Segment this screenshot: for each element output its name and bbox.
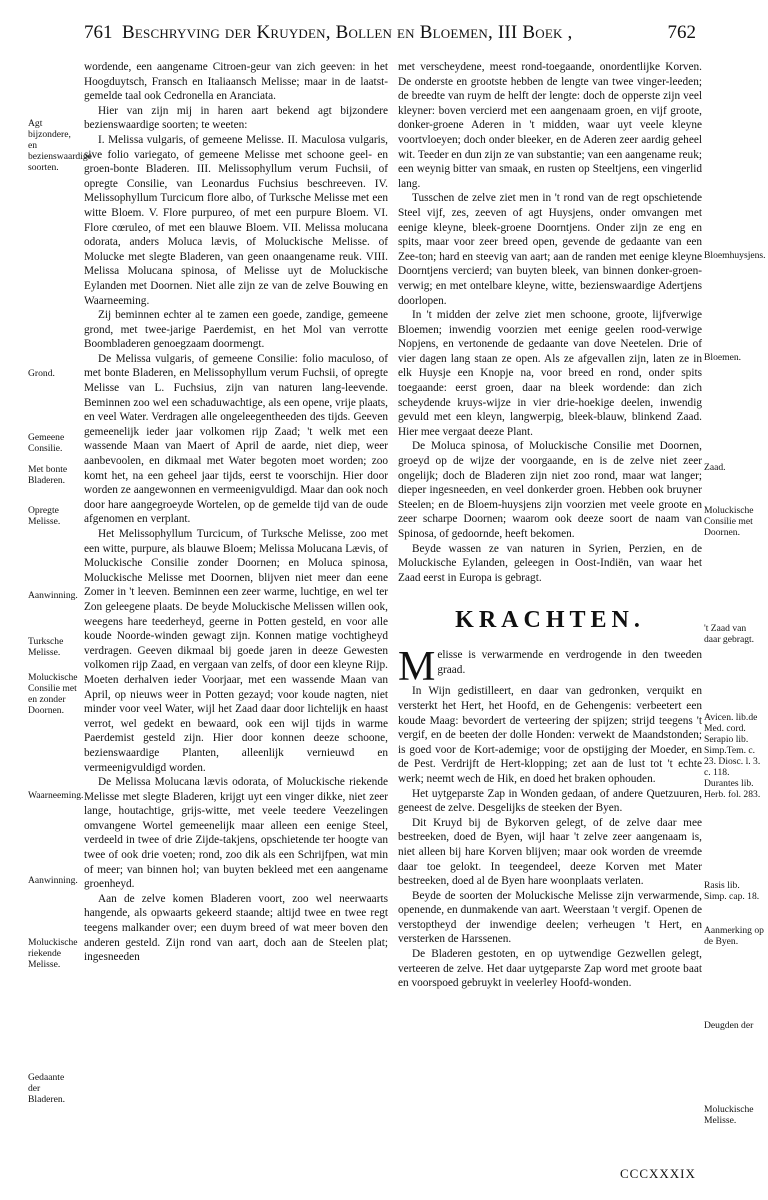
paragraph: Beyde de soorten der Moluckische Melisse zijn verwarmende, openende, en dunmakende van aart. Weerstaan 't vergif. Openen de verstoptheyd der inwendige deelen; verheugen 't Hert, en versterken de Harssenen.: [398, 889, 702, 946]
paragraph: Zij beminnen echter al te zamen een goede, zandige, gemeene grond, met twee-jarige Paerdemist, en het Mol van verrotte Boombladeren genoegzaam doormengt.: [84, 309, 388, 351]
margin-note: Avicen. lib.de Med. cord. Serapio lib. Simp.Tem. c. 23. Diosc. l. 3. c. 118. Durantes lib. Herb. fol. 283.: [704, 712, 761, 800]
drop-cap: M: [398, 644, 436, 691]
page-number-left: 761: [84, 22, 113, 43]
margin-note: Deugden der: [704, 1020, 754, 1031]
margin-note: Opregte Melisse.: [28, 505, 61, 527]
paragraph: De Bladeren gestoten, en op uytwendige Gezwellen gelegt, verteeren de zelve. Het daar uytgeparste Zap word met groote baat en voorspoed gebruykt in veelerley Hoofd-wonden.: [398, 948, 702, 990]
paragraph: elisse is verwarmende en verdrogende in den tweeden graad.: [437, 649, 702, 676]
margin-note: Moluckische riekende Melisse.: [28, 937, 78, 970]
paragraph: Beyde wassen ze van naturen in Syrien, Perzien, en de Moluckische Eylanden, geleegen in Oost-Indiën, van waar het Zaad eerst in Europa is gebragt.: [398, 542, 702, 584]
opening-paragraph: [398, 644, 702, 691]
left-column: [84, 60, 388, 965]
margin-note: Turksche Melisse.: [28, 636, 64, 658]
margin-note: Aanmerking op de Byen.: [704, 925, 764, 947]
paragraph: Tusschen de zelve ziet men in 't rond van de regt opschietende Steel vijf, zes, zeeven of agt Huysjens, onder omvangen met eenige kleyne, bleek-groene Doorntjens. Onder zijn ze eng en spits, maar voor zeer breed open, gevende de gedaante van een Zee-ton; hard en steevig van aart; aan de randen met eenige kleyne Doorntjens vercierd; van buyten bleek, van binnen donker-groen-verwig; en met ontelbare kleyne, witte, bezienswaardige Adertjens doorlopen.: [398, 192, 702, 307]
paragraph: Het Melissophyllum Turcicum, of Turksche Melisse, zoo met een witte, purpure, als blauwe Bloem; Melissa Molucana Lævis, of Moluckische Consilie zonder Doornen; en Moluca spinosa, Moluckische Melisse met Doornen, blijven niet meer dan eene Zomer in 't leeven. Beminnen een zeer warme, luchtige, en wel ter Zon geleegene plaats. De beyde Moluckische Melissen willen ook, weegens hare teederheyd, geerne in Potten gesteld, en voor alle koude Noorde-winden gewagt zijn. Konnen matige vochtigheyd verdragen. Geeven dikmaal bij goede jaren in deeze Gewesten volkomen rijp Zaad, en vergaan van zelfs, of door een kleyne Rijp. Moeten derhalven ieder Voorjaar, met een wassende Maan van April, op nieuws weer in Potten gezayd; voor koude nagten, niet minder voor veel Water, wijl het Zaad daar door lichtelijk en haast verrot, wel gedekt en bewaard, ook een wijl tijds in warme Paerdemist gesteld zijn. Hier door konnen deeze schoone, bezienswaardige Planten, alleenlijk vernieuwd en vermeenigvuldigd worden.: [84, 528, 388, 774]
section-heading: KRACHTEN.: [455, 607, 645, 634]
paragraph: De Moluca spinosa, of Moluckische Consilie met Doornen, groeyd op de wijze der voorgaande, en is de zelve niet zeer ongelijk; doch de Bladeren zijn niet zoo rond, maar wat langer; dieper ingesneeden, en veel donkerder groen. Hebben ook bruyner Steelen; en de Bloem-huysjens zijn voorzien met veele groote en zeer scharpe Doornen; waarom ook deeze soort de naam van Spinosa, of gedoornde, heeft bekomen.: [398, 440, 702, 540]
margin-note: Moluckische Consilie met en zonder Doornen.: [28, 672, 78, 716]
paragraph: Dit Kruyd bij de Bykorven gelegt, of de zelve daar mee bestreeken, doed de Byen, wijl haar 't zelve zeer aangenaam is, niet alleen bij hare Korven blijven; maar ook worden de vreemde daar toe gelokt. In teegendeel, deeze Korven met Mater bestreeken, doed al de Byen hare woonplaats verlaten.: [398, 816, 702, 888]
running-title: Beschryving der Kruyden, Bollen en Bloemen, III Boek ,: [122, 22, 573, 43]
paragraph: Hier van zijn mij in haren aart bekend agt bijzondere bezienswaardige soorten; te weeten:: [84, 104, 388, 132]
margin-note: Aanwinning.: [28, 875, 78, 886]
page-number-right: 762: [667, 22, 696, 43]
margin-note: Gemeene Consilie.: [28, 432, 65, 454]
right-column: [398, 60, 702, 991]
paragraph: In Wijn gedistilleert, en daar van gedronken, verquikt en versterkt het Hert, het Hoofd, en de Gehengenis: verbeetert een koude Maag: bevordert de verteering der spijzen; strijd teegens 't vergif, en de beeten der dolle Honden: verwekt de Maandstonden; is goed voor de Kort-ademige; voor de opstijging der Moeder, en de Pest. Verdrijft de Hert-klopping; zet aan de lust tot 't echte werk; neemt wech de Hik, en doed het braken ophouden.: [398, 685, 702, 785]
margin-note: Aanwinning.: [28, 590, 78, 601]
margin-note: Moluckische Consilie met Doornen.: [704, 505, 754, 538]
margin-note: Zaad.: [704, 462, 726, 473]
margin-note: Grond.: [28, 368, 55, 379]
signature-mark: CCCXXXIX: [620, 1166, 696, 1181]
margin-note: Bloemhuysjens.: [704, 250, 766, 261]
paragraph: In 't midden der zelve ziet men schoone, groote, lijfverwige Bloemen; inwendig voorzien met eenige geelen rood-verwige Nopjens, en vertonende de gedaante van dove Neetelen. Drie of vier dagen lang staan ze open. Als ze afgevallen zijn, laten ze in elk Huysje een Knopje na, voor breed en rond, onder spits toegaande: eerst groen, daar na bleek wordende: dan zich scheydende kruys-wijze in vier drie-hoekige deelen, inwendig gevuld met een kleyn, langwerpig, bleek-blauw, blinkend Zaad. Hier mee vergaat deeze Plant.: [398, 309, 702, 438]
margin-note: Bloemen.: [704, 352, 742, 363]
paragraph: Het uytgeparste Zap in Wonden gedaan, of andere Quetzuuren, geneest de zelve. Desgelijks de steeken der Byen.: [398, 787, 702, 815]
margin-note: Agt bijzondere, en bezienswaardige soorten.: [28, 118, 92, 173]
margin-note: 't Zaad van daar gebragt.: [704, 623, 755, 645]
margin-note: Rasis lib. Simp. cap. 18.: [704, 880, 760, 902]
margin-note: Gedaante der Bladeren.: [28, 1072, 66, 1105]
paragraph: wordende, een aangename Citroen-geur van zich geeven: in het Hoogduytsch, Fransch en Italiaansch Melisse; maar in de laatst-gemelde taal ook Cedronella en Aranciata.: [84, 61, 388, 103]
paragraph: De Melissa Molucana lævis odorata, of Moluckische riekende Melisse met slegte Bladeren, krijgt uyt een vinger dikke, niet zeer lange, houtachtige, grijs-witte, met veele teedere Veezelingen omvangene Wortel gemeenelijk maar alleen een eenige Steel, verdeeld in twee of drie Zijde-takjens, opschietende ter hoogte van twee of ook drie voeten; rond, zoo dik als een Schrijfpen, wat min of meer; van binnen hol; van buyten bekleed met een aangename groenheyd.: [84, 776, 388, 891]
paragraph: Aan de zelve komen Bladeren voort, zoo wel neerwaarts hangende, als opwaarts gekeerd staande; altijd twee en twee regt teegens malkander over; een duym breed of wat meer boven den anderen gesteld. Zijn rond van aart, doch aan de Steelen plat; ingesneeden: [84, 892, 388, 964]
paragraph: met verscheydene, meest rond-toegaande, onordentlijke Korven. De onderste en grootste hebben de lengte van twee vinger-leeden; de breedte van ruym de helft der lengte: doch de opperste zijn veel kleyner: boven vercierd met een aangenaam groen, en vijf groote, donker-groene Aderen in 't midden, waar uyt veele kleyne voortvloeyen; doch onder bleeker, en de Aderen zeer aardig geheel wit. Teeder en dun zijn ze van substantie; van een aangename reuk; een weynig bitter van smaak, en rusten op Steeltjens, een vingerlid lang.: [398, 61, 702, 190]
margin-note: Waarneeming.: [28, 790, 84, 801]
margin-note: Met bonte Bladeren.: [28, 464, 68, 486]
margin-note: Moluckische Melisse.: [704, 1104, 754, 1126]
paragraph: I. Melissa vulgaris, of gemeene Melisse. II. Maculosa vulgaris, sive folio variegato, of gemeene Melisse met schoone geel- en groen-bonte Bladeren. III. Melissophyllum verum Fuchsii, of opregte Consilie, van Leonardus Fuchsius beschreeven. IV. Melissophyllum Turcicum flore albo, of Turksche Melisse met een witte Bloem. V. Flore purpureo, of met een purpure Bloem. VI. Flore cœruleo, of met een blauwe Bloem. VII. Melissa molucana odorata, anders Moluca lævis, of Moluckische Melisse. of Molucke met slegte Bladeren, van geen onaangename reuk. VIII. Melissa Molucana spinosa, of Melisse uyt de Moluckische Eylanden met Doornen. Niet alle zijn ze van de zelve Bouwing en Waarneeming.: [84, 133, 388, 307]
paragraph: De Melissa vulgaris, of gemeene Consilie: folio maculoso, of met bonte Bladeren, en Melissophyllum verum Fuchsii, of opregte Melisse van L. Fuchsius, zijn van naturen lang-leevende. Beminnen zoo wel een schaduwachtige, als een opene, vrije plaats, en veel Water. Verdragen alle ongeleegentheeden des tijds. Geeven gemeenelijk ieder jaar volkomen rijp Zaad; 't welk met een wassende Maan van Maert of April de aarde, niet diep, weer aanbevoolen, en dikmaal met Water begoten moet worden; zoo komt het, na een geheel jaar tijds, eerst te voorschijn. Hier door worden ze aangewonnen en vermeenigvuldigd. Maar dan ook noch door hare aangegroeyde Wortelen, op de gemelde tijd van de oude afgenomen en verplant.: [84, 352, 388, 526]
